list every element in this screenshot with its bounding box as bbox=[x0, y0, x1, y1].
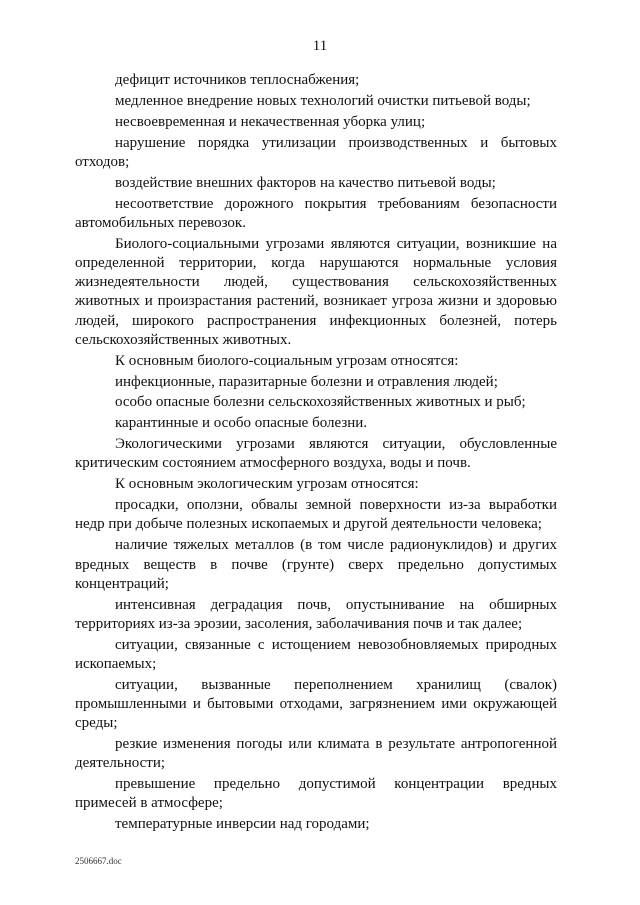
paragraph: инфекционные, паразитарные болезни и отравления людей; bbox=[115, 373, 498, 390]
paragraph: ситуации, связанные с истощением невозобновляемых природных ископаемых; bbox=[75, 636, 557, 672]
paragraph: карантинные и особо опасные болезни. bbox=[115, 415, 368, 432]
paragraph: просадки, оползни, обвалы земной поверхности из-за выработки недр при добыче полезных ископаемых и другой деятельности человека; bbox=[75, 497, 557, 533]
footer-filename: 2506667.doc bbox=[75, 856, 122, 866]
paragraph: особо опасные болезни сельскохозяйственных животных и рыб; bbox=[115, 394, 526, 411]
page-number: 11 bbox=[312, 38, 328, 54]
paragraph: ситуации, вызванные переполнением хранилищ (свалок) промышленными и бытовыми отходами, загрязнением ими окружающей среды; bbox=[75, 676, 557, 732]
paragraph: наличие тяжелых металлов (в том числе радионуклидов) и других вредных веществ в почве (грунте) сверх предельно допустимых концентраций; bbox=[75, 537, 557, 592]
document-body bbox=[75, 71, 557, 836]
paragraph: несвоевременная и некачественная уборка улиц; bbox=[115, 113, 426, 130]
paragraph: несоответствие дорожного покрытия требованиям безопасности автомобильных перевозок. bbox=[75, 195, 557, 231]
paragraph: К основным биолого-социальным угрозам относятся: bbox=[115, 352, 459, 369]
paragraph: Биолого-социальными угрозами являются ситуации, возникшие на определенной территории, когда нарушаются нормальные условия жизнедеятельности людей, существования сельскохозяйственных животных и произрастания растений, возникает угроза жизни и здоровью людей, широкого распространения инфекционных болезней, потерь сельскохозяйственных животных. bbox=[75, 235, 557, 348]
paragraph: дефицит источников теплоснабжения; bbox=[115, 72, 360, 88]
paragraph: температурные инверсии над городами; bbox=[115, 816, 370, 833]
paragraph: нарушение порядка утилизации производственных и бытовых отходов; bbox=[75, 134, 557, 170]
paragraph: воздействие внешних факторов на качество питьевой воды; bbox=[115, 174, 496, 191]
paragraph: К основным экологическим угрозам относятся: bbox=[115, 476, 419, 493]
paragraph: медленное внедрение новых технологий очистки питьевой воды; bbox=[115, 92, 531, 109]
paragraph: Экологическими угрозами являются ситуации, обусловленные критическим состоянием атмосферного воздуха, воды и почв. bbox=[75, 436, 557, 472]
paragraph: превышение предельно допустимой концентрации вредных примесей в атмосфере; bbox=[75, 776, 557, 812]
paragraph: интенсивная деградация почв, опустынивание на обширных территориях из-за эрозии, засоления, заболачивания почв и так далее; bbox=[75, 596, 557, 632]
paragraph: резкие изменения погоды или климата в результате антропогенной деятельности; bbox=[75, 736, 557, 772]
